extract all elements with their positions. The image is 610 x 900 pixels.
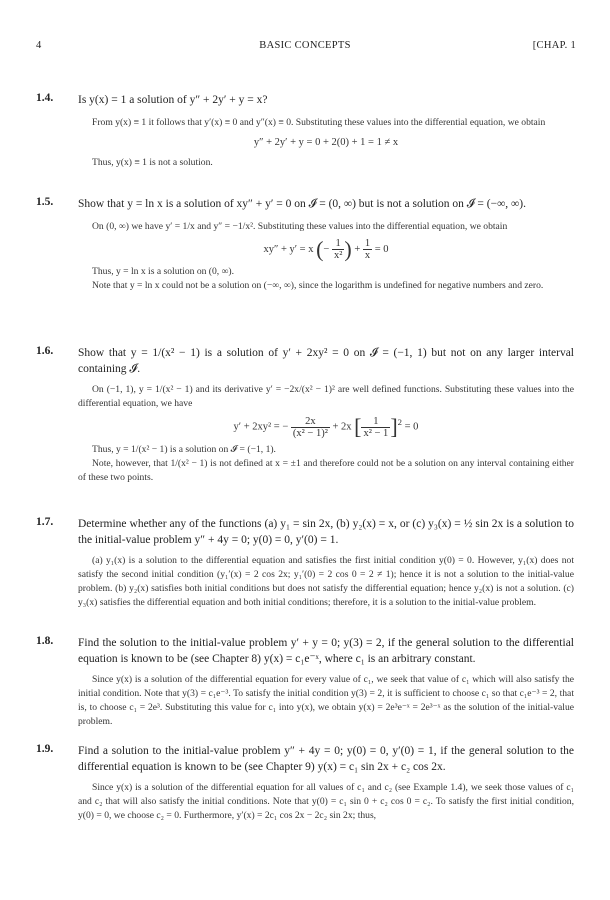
problem-question: Find a solution to the initial-value problem y″ + 4y = 0; y(0) = 0, y′(0) = 1, if the general solution to the differential equation is known to be (see Chapter 9) y(x) = c₁ sin 2x + c₂ cos 2x.: [78, 745, 574, 773]
problem-solution: [78, 781, 574, 823]
problem-1-8: [36, 635, 574, 729]
solution-text: On (0, ∞) we have y′ = 1/x and y″ = −1/x². Substituting these values into the differential equation, we obtain: [92, 221, 508, 232]
solution-text: On (−1, 1), y = 1/(x² − 1) and its derivative y′ = −2x/(x² − 1)² are well defined functions. Substituting these values into the differential equation, we have: [78, 384, 574, 409]
solution-equation: y″ + 2y′ + y = 0 + 2(0) + 1 = 1 ≠ x: [253, 137, 399, 148]
problem-number: 1.8.: [36, 635, 54, 647]
solution-equation: xy″ + y′ = x (− $\frac{1}{\text{x²}}$ ) + $\frac{1}{x}$ = 0: [263, 236, 389, 262]
solution-text: (a) y₁(x) is a solution to the differential equation and satisfies the first initial condition y(0) = 0. However, y₁(x) does not satisfy the second initial condition (y₁′(x) = 2 cos 2x; y₁′(0) = 2 cos 0 = 2 ≠ 1); hence it is not a solution to the initial-value problem. (b) y₂(x) satisfies both initial conditions but does not satisfy the differential equation; hence y₂(x) is not a solution. (c) y₃(x) satisfies the differential equation and both initial conditions; therefore, it is a solution to the initial-value problem.: [78, 555, 574, 608]
problem-solution: [78, 554, 574, 610]
solution-text: Since y(x) is a solution of the differential equation for every value of c₁, we seek that value of c₁ which will also satisfy the initial condition. Note that y(3) = c₁e⁻³. To satisfy the initial condition y(3) = 2, it is sufficient to choose c₁ so that c₁e⁻³ = 2, that is, to choose c₁ = 2e³. Substituting this value for c₁ into y(x), we obtain y(x) = 2e³e⁻ˣ = 2e³⁻ˣ as the solution of the initial-value problem.: [78, 674, 574, 727]
solution-text: From y(x) ≡ 1 it follows that y′(x) ≡ 0 and y″(x) ≡ 0. Substituting these values into the differential equation, we obtain: [92, 117, 546, 128]
problem-1-7: [36, 516, 574, 610]
problem-solution: [78, 220, 574, 293]
page-number: 4: [36, 40, 42, 51]
problem-solution: [78, 116, 574, 170]
chapter-label: [CHAP. 1: [532, 40, 576, 51]
running-title: BASIC CONCEPTS: [259, 40, 351, 51]
solution-text: Since y(x) is a solution of the differential equation for all values of c₁ and c₂ (see Example 1.4), we seek those values of c₁ and c₂ that will also satisfy the initial conditions. Note that y(0) = c₁ sin 0 + c₂ cos 0 = c₂. To satisfy the first initial condition, y(0) = 0, we choose c₂ = 0. Furthermore, y′(x) = 2c₁ cos 2x − 2c₂ sin 2x; thus,: [78, 782, 574, 821]
problem-1-5: [36, 196, 574, 293]
solution-conclusion: Thus, y(x) ≡ 1 is not a solution.: [92, 157, 213, 168]
problem-question: Show that y = 1/(x² − 1) is a solution of y′ + 2xy² = 0 on 𝓘 = (−1, 1) but not on any larger interval containing 𝓘.: [78, 347, 574, 375]
problem-solution: [78, 383, 574, 485]
problem-1-4: [36, 92, 574, 170]
problem-1-9: [36, 743, 574, 823]
problem-number: 1.7.: [36, 516, 54, 528]
problem-question: Determine whether any of the functions (a) y₁ = sin 2x, (b) y₂(x) = x, or (c) y₃(x) = ½ sin 2x is a solution to the initial-value problem y″ + 4y = 0; y(0) = 0, y′(0) = 1.: [78, 518, 574, 546]
problem-solution: [78, 673, 574, 729]
problem-question: Is y(x) = 1 a solution of y″ + 2y′ + y = x?: [78, 94, 268, 106]
solution-equation: y′ + 2xy² = − $\frac{2x}{\text{(x² − 1)²}}$ + 2x [ $\frac{1}{\text{x² − 1}}$ ]$^2$ = 0: [233, 414, 419, 440]
solution-conclusion: Thus, y = 1/(x² − 1) is a solution on 𝓘 = (−1, 1).: [92, 443, 276, 455]
solution-conclusion: Thus, y = ln x is a solution on (0, ∞).: [92, 266, 235, 277]
problem-question: Find the solution to the initial-value problem y′ + y = 0; y(3) = 2, if the general solution to the differential equation is known to be (see Chapter 8) y(x) = c₁e⁻ˣ, where c₁ is an arbitrary constant.: [78, 637, 574, 665]
problem-1-6: [36, 345, 574, 485]
solution-note: Note that y = ln x could not be a solution on (−∞, ∞), since the logarithm is undefined for negative numbers and zero.: [92, 280, 544, 291]
problem-question: Show that y = ln x is a solution of xy″ + y′ = 0 on 𝓘 = (0, ∞) but is not a solution on 𝓘 = (−∞, ∞).: [78, 198, 526, 210]
problem-number: 1.4.: [36, 92, 54, 104]
problem-number: 1.6.: [36, 345, 54, 357]
problem-number: 1.9.: [36, 743, 54, 755]
solution-note: Note, however, that 1/(x² − 1) is not defined at x = ±1 and therefore could not be a solution on any interval containing either of these two points.: [78, 457, 574, 483]
problem-number: 1.5.: [36, 196, 54, 208]
